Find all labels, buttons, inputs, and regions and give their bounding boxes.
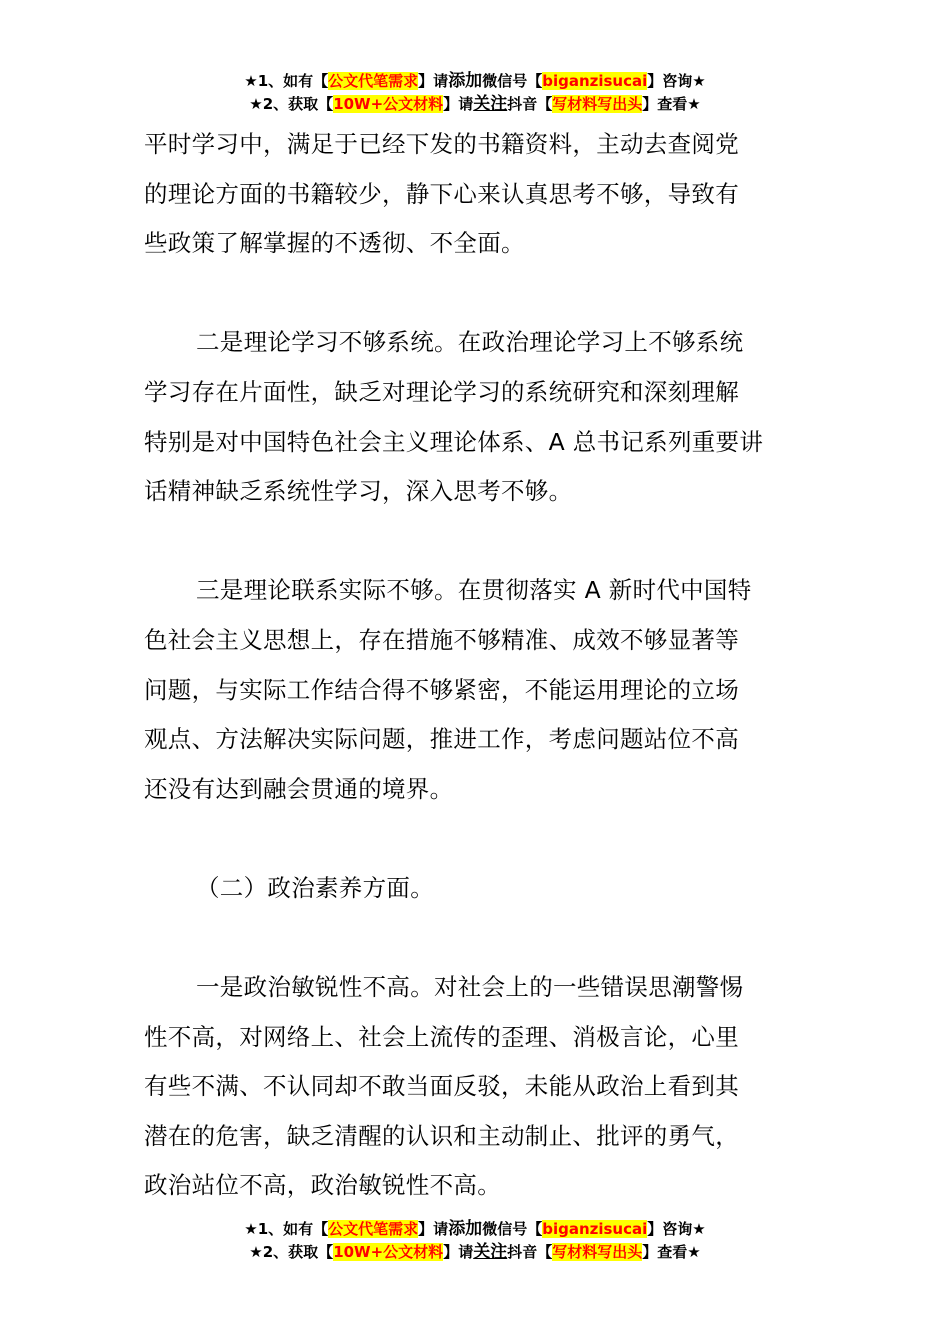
header-banner	[0, 70, 950, 116]
footer-banner-line-2: ★2、获取【10W+公文材料】请关注抖音【写材料写出头】查看★	[249, 1242, 701, 1262]
paragraph-line: 二是理论学习不够系统。在政治理论学习上不够系统	[196, 328, 744, 357]
footer-banner-line-1: ★1、如有【公文代笔需求】请添加微信号【biganzisucai】咨询★	[244, 1219, 706, 1239]
paragraph-line: 色社会主义思想上，存在措施不够精准、成效不够显著等	[144, 625, 739, 654]
paragraph-line: 平时学习中，满足于已经下发的书籍资料，主动去查阅党	[144, 130, 739, 158]
wechat-id-highlight: biganzisucai	[542, 1220, 648, 1238]
paragraph-line: 有些不满、不认同却不敢当面反驳，未能从政治上看到其	[144, 1072, 739, 1101]
paragraph-line: 些政策了解掌握的不透彻、不全面。	[144, 229, 525, 258]
footer-banner	[0, 1218, 950, 1264]
header-banner-line-2: ★2、获取【10W+公文材料】请关注抖音【写材料写出头】查看★	[249, 94, 701, 114]
service-highlight: 公文代笔需求	[328, 72, 419, 90]
paragraph-line: 的理论方面的书籍较少，静下心来认真思考不够，导致有	[144, 179, 739, 208]
paragraph-line: 还没有达到融会贯通的境界。	[144, 774, 454, 803]
paragraph-line: 一是政治敏锐性不高。对社会上的一些错误思潮警惕	[196, 973, 744, 1002]
paragraph-line: 特别是对中国特色社会主义理论体系、A 总书记系列重要讲	[144, 427, 764, 456]
paragraph-line: 性不高，对网络上、社会上流传的歪理、消极言论，心里	[144, 1022, 739, 1051]
document-body	[144, 120, 810, 1211]
section-heading: （二）政治素养方面。	[196, 873, 434, 902]
header-banner-line-1: ★1、如有【公文代笔需求】请添加微信号【biganzisucai】咨询★	[244, 71, 706, 91]
paragraph-line: 话精神缺乏系统性学习，深入思考不够。	[144, 477, 573, 506]
douyin-account-highlight: 写材料写出头	[552, 95, 643, 113]
service-highlight: 公文代笔需求	[328, 1220, 419, 1238]
materials-highlight: 10W+公文材料	[333, 95, 444, 113]
paragraph-line: 学习存在片面性，缺乏对理论学习的系统研究和深刻理解	[144, 377, 739, 406]
paragraph-line: 三是理论联系实际不够。在贯彻落实 A 新时代中国特	[196, 576, 752, 605]
paragraph-line: 潜在的危害，缺乏清醒的认识和主动制止、批评的勇气，	[144, 1121, 739, 1150]
paragraph-line: 政治站位不高，政治敏锐性不高。	[144, 1171, 501, 1200]
paragraph-line: 观点、方法解决实际问题，推进工作，考虑问题站位不高	[144, 725, 739, 754]
materials-highlight: 10W+公文材料	[333, 1243, 444, 1261]
douyin-account-highlight: 写材料写出头	[552, 1243, 643, 1261]
paragraph-line: 问题，与实际工作结合得不够紧密，不能运用理论的立场	[144, 675, 739, 704]
wechat-id-highlight: biganzisucai	[542, 72, 648, 90]
